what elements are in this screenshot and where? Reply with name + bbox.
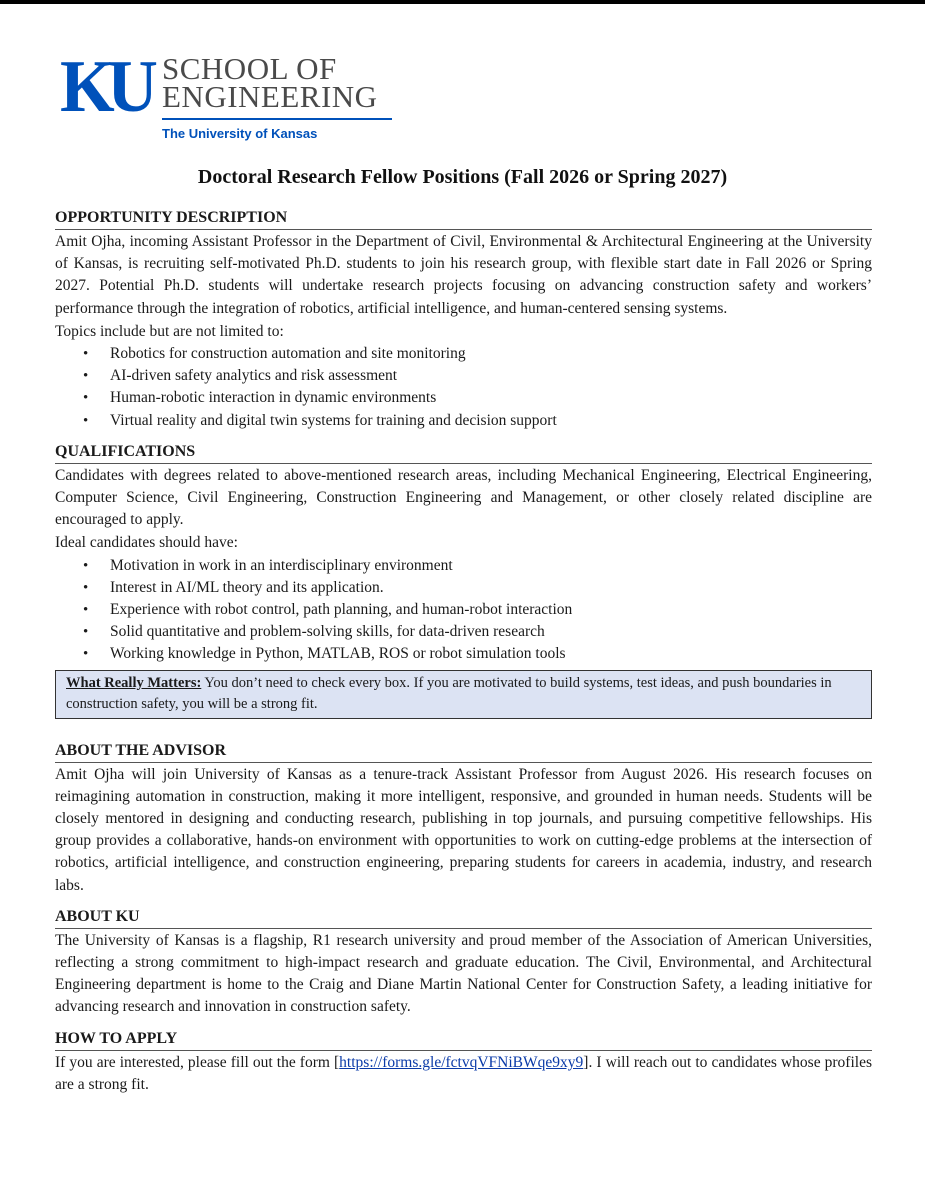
callout-label: What Really Matters:	[66, 674, 202, 691]
callout-text: You don’t need to check every box. If you are motivated to build systems, test ideas, and push boundaries in construction safety, you will be a strong fit.	[66, 674, 832, 712]
opportunity-paragraph: Amit Ojha, incoming Assistant Professor in the Department of Civil, Environmental & Architectural Engineering at the University of Kansas, is recruiting self-motivated Ph.D. students to join his research group, with flexible start date in Fall 2026 or Spring 2027. Potential Ph.D. students will undertake research projects focusing on advancing construction safety and workers’ performance through the integration of robotics, artificial intelligence, and human-centered sensing systems.	[55, 233, 872, 317]
list-item: • Working knowledge in Python, MATLAB, ROS or robot simulation tools	[83, 643, 872, 665]
list-item: • Virtual reality and digital twin systems for training and decision support	[83, 410, 872, 432]
about-ku-paragraph: The University of Kansas is a flagship, R1 research university and proud member of the Association of American Universities, reflecting a strong commitment to high-impact research and graduate education. The Civil, Environmental, and Architectural Engineering department is home to the Craig and Diane Martin National Center for Construction Safety, a leading initiative for advancing research and innovation in construction safety.	[55, 931, 872, 1016]
topics-list	[55, 343, 872, 432]
logo-divider	[162, 118, 392, 120]
list-item: • Solid quantitative and problem-solving skills, for data-driven research	[83, 621, 872, 643]
list-item: • Human-robotic interaction in dynamic environments	[83, 387, 872, 409]
section-heading-about-ku: ABOUT KU	[55, 907, 872, 929]
list-item: • Experience with robot control, path planning, and human-robot interaction	[83, 599, 872, 621]
section-heading-qualifications: QUALIFICATIONS	[55, 442, 872, 464]
top-border	[0, 0, 925, 4]
section-heading-how-to-apply: HOW TO APPLY	[55, 1029, 872, 1051]
document-title: Doctoral Research Fellow Positions (Fall 2026 or Spring 2027)	[197, 166, 728, 188]
ku-engineering-logo	[60, 46, 400, 150]
ku-mark: KU	[60, 46, 151, 128]
apply-text-after: ]. I will reach out to candidates whose profiles are a strong fit.	[55, 1053, 872, 1093]
how-to-apply-paragraph	[55, 1052, 872, 1096]
list-item: • Interest in AI/ML theory and its application.	[83, 577, 872, 599]
topics-intro: Topics include but are not limited to:	[55, 322, 284, 340]
ideal-intro: Ideal candidates should have:	[55, 534, 238, 552]
apply-text-before: If you are interested, please fill out the form [	[55, 1053, 340, 1071]
list-item: • Motivation in work in an interdisciplinary environment	[83, 555, 872, 577]
qualifications-paragraph: Candidates with degrees related to above-mentioned research areas, including Mechanical Engineering, Electrical Engineering, Computer Science, Civil Engineering, Construction Engineering and Management, or other closely related discipline are encouraged to apply.	[55, 466, 872, 529]
section-heading-advisor: ABOUT THE ADVISOR	[55, 741, 872, 763]
logo-university-name: The University of Kansas	[162, 126, 318, 141]
advisor-paragraph: Amit Ojha will join University of Kansas as a tenure-track Assistant Professor from August 2026. His research focuses on reimagining automation in construction, making it more intelligent, responsive, and grounded in human needs. Students will be closely mentored in designing and conducting research, publishing in top journals, and pursuing competitive fellowships. His group provides a collaborative, hands-on environment with opportunities to work on cutting-edge problems at the intersection of robotics, artificial intelligence, and construction engineering, preparing students for careers in academia, industry, and research labs.	[55, 765, 872, 894]
section-heading-opportunity: OPPORTUNITY DESCRIPTION	[55, 208, 872, 230]
qualifications-list	[55, 555, 872, 666]
document-body	[55, 208, 872, 1096]
list-item: • Robotics for construction automation and site monitoring	[83, 343, 872, 365]
application-form-link[interactable]: https://forms.gle/fctvqVFNiBWqe9xy9	[339, 1053, 584, 1071]
what-really-matters-callout	[55, 670, 872, 719]
logo-line-school-of: SCHOOL OF	[162, 51, 337, 86]
list-item: • AI-driven safety analytics and risk assessment	[83, 365, 872, 387]
logo-line-engineering: ENGINEERING	[162, 79, 378, 114]
